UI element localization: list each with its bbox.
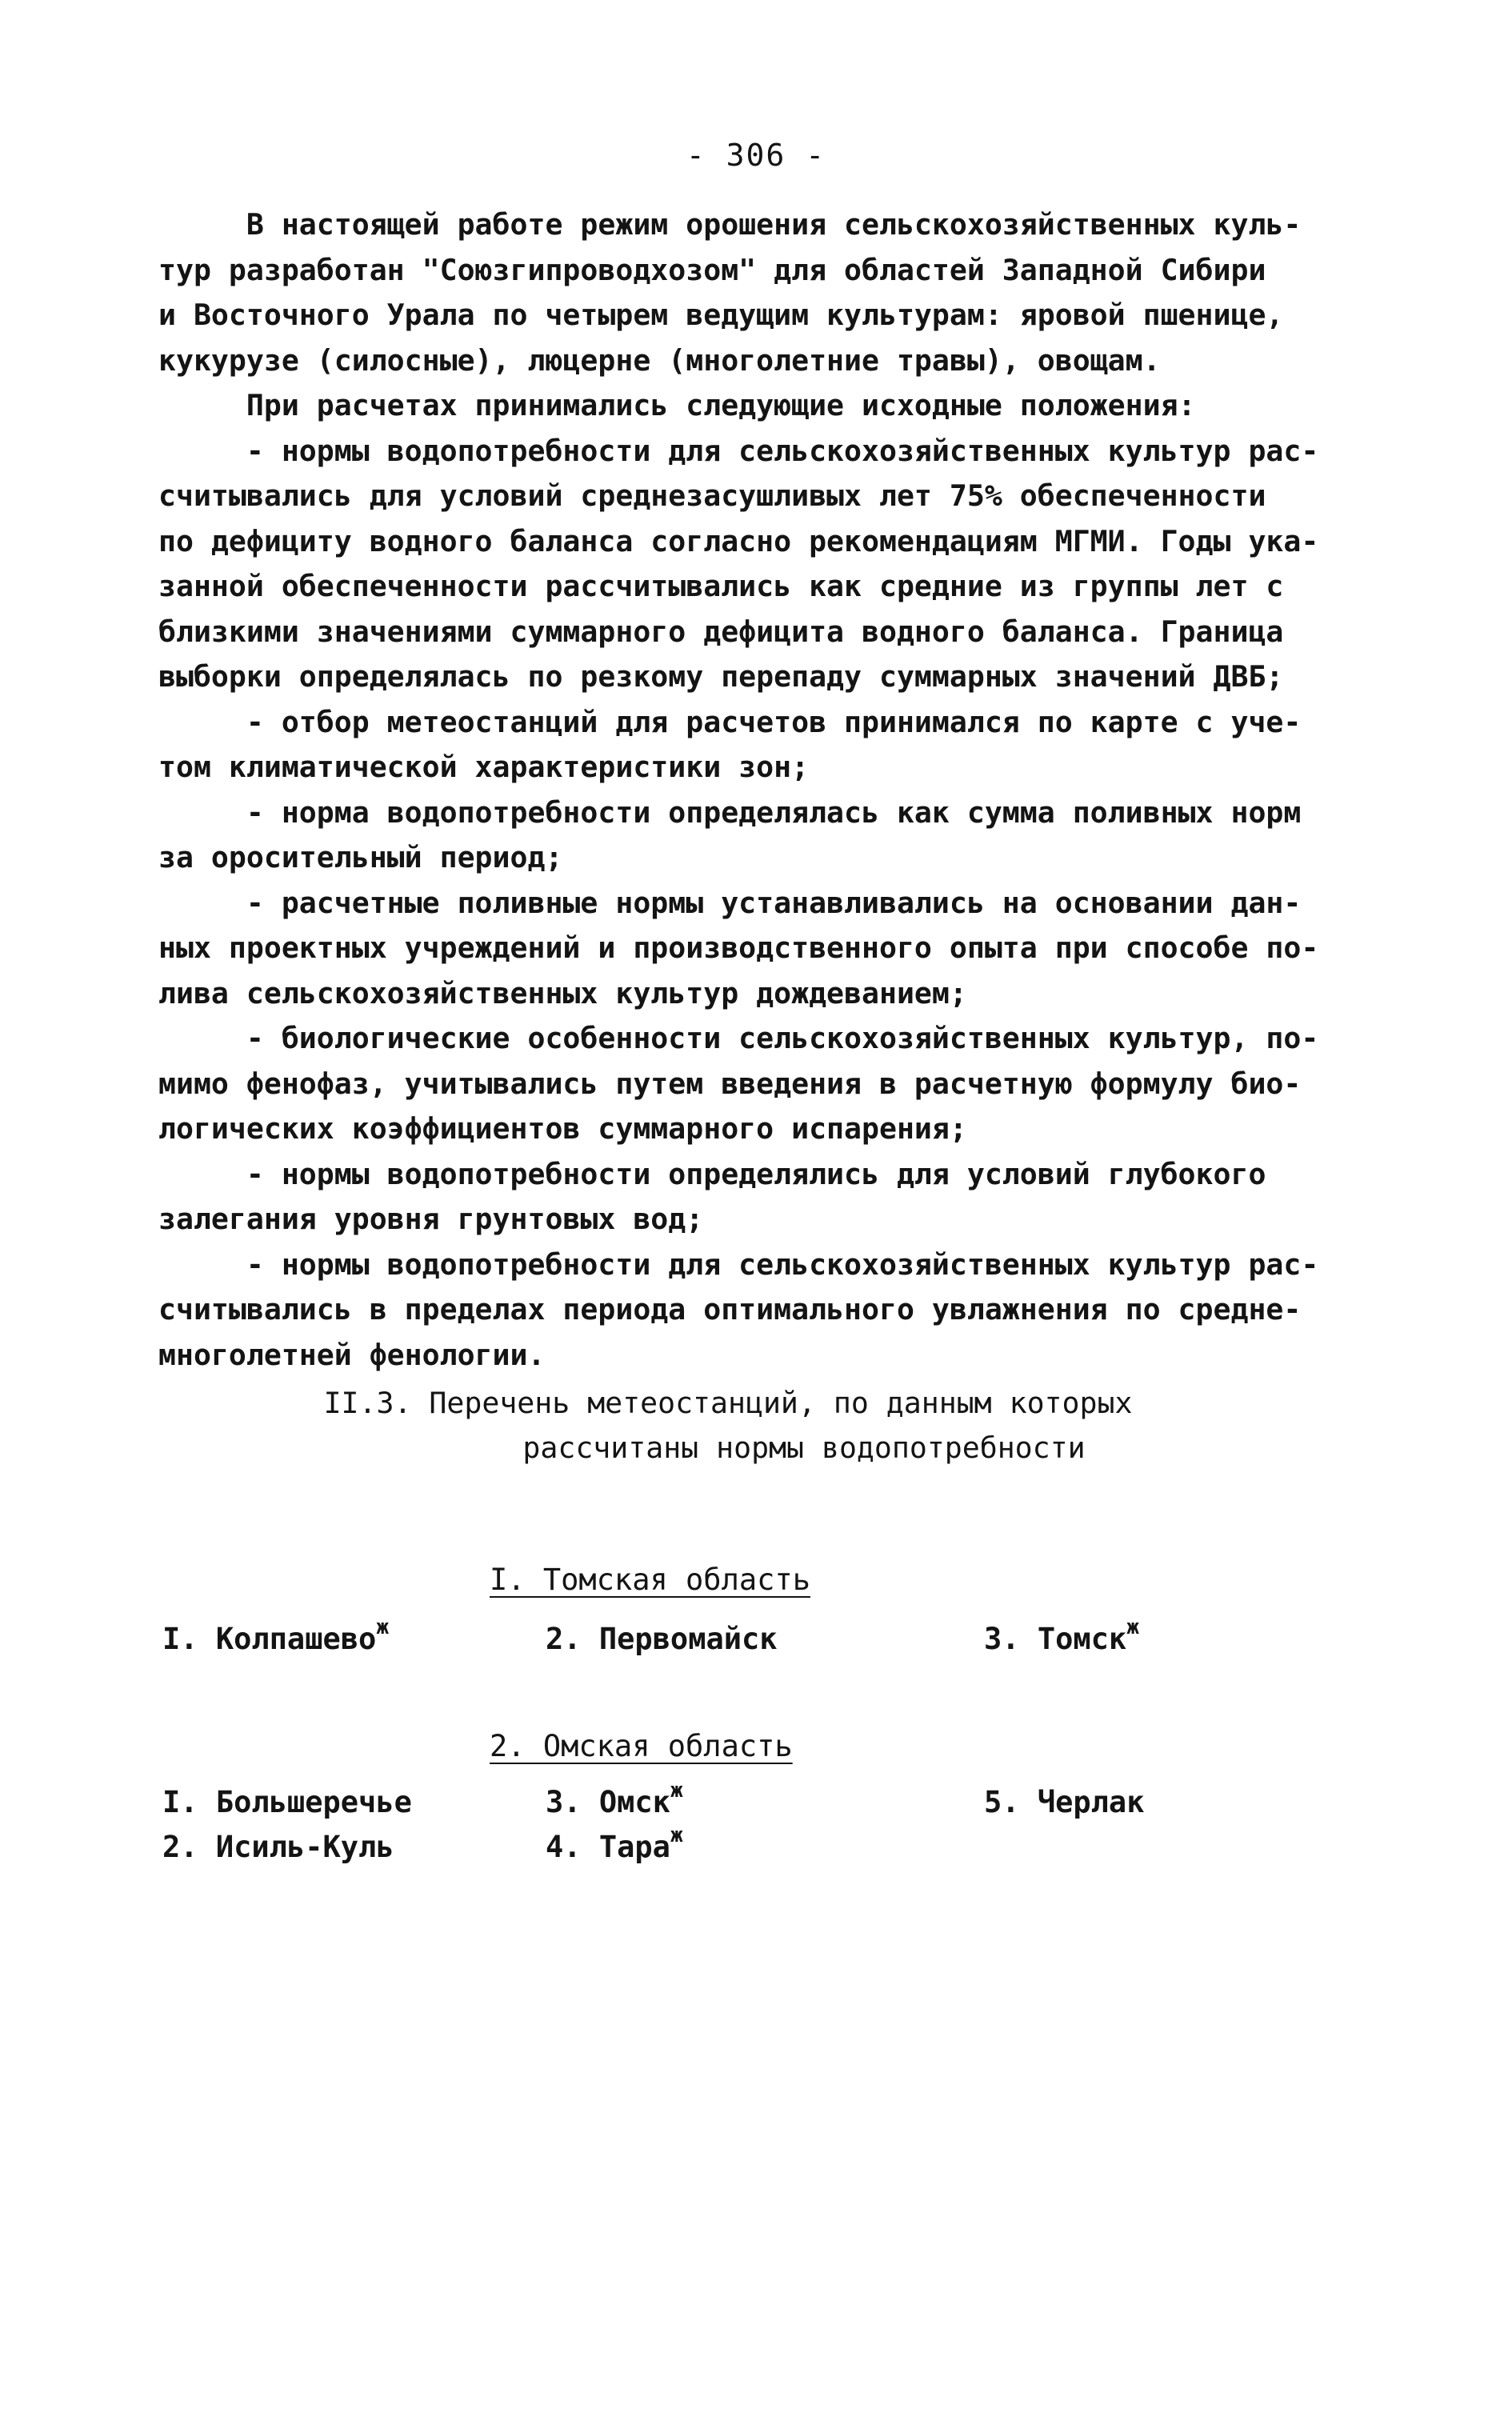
text-line: - отбор метеостанций для расчетов принимался по карте с уче-	[158, 704, 1302, 739]
text-line: тур разработан "Союзгипроводхозом" для областей Западной Сибири	[158, 252, 1266, 287]
station-item	[162, 1615, 389, 1658]
station-label: I. Большеречье	[162, 1785, 412, 1819]
asterisk-mark: ж	[1126, 1615, 1139, 1639]
section-title	[0, 1381, 1512, 1471]
station-label: 3. Омск	[546, 1785, 670, 1819]
station-label: I. Колпашево	[162, 1622, 377, 1656]
text-line: за оросительный период;	[158, 840, 563, 874]
station-label: 2. Исиль-Куль	[162, 1830, 394, 1864]
station-item	[546, 1778, 683, 1821]
text-line: ных проектных учреждений и производственного опыта при способе по-	[158, 930, 1319, 965]
section-title-line-2: рассчитаны нормы водопотребности	[522, 1431, 1086, 1465]
text-line: - нормы водопотребности для сельскохозяйственных культур рас-	[158, 1247, 1319, 1282]
station-label: 3. Томск	[984, 1622, 1127, 1656]
text-line: В настоящей работе режим орошения сельскохозяйственных куль-	[158, 207, 1302, 242]
region-heading-tomsk: I. Томская область	[490, 1563, 810, 1597]
text-line: кукурузе (силосные), люцерне (многолетние травы), овощам.	[158, 342, 1161, 378]
station-item	[984, 1615, 1139, 1658]
text-line: - биологические особенности сельскохозяйственных культур, по-	[158, 1021, 1319, 1055]
text-line: по дефициту водного баланса согласно рекомендациям МГМИ. Годы ука-	[158, 523, 1319, 558]
text-line: считывались в пределах периода оптимального увлажнения по средне-	[158, 1292, 1302, 1327]
station-item	[162, 1784, 412, 1821]
page-number: - 306 -	[686, 138, 826, 173]
asterisk-mark: ж	[670, 1778, 683, 1803]
station-item	[984, 1784, 1144, 1821]
station-item	[162, 1829, 394, 1866]
asterisk-mark: ж	[376, 1615, 389, 1639]
section-title-line-1: II.3. Перечень метеостанций, по данным которых	[323, 1386, 1133, 1420]
text-line: логических коэффициентов суммарного испарения;	[158, 1111, 967, 1146]
region-heading-omsk: 2. Омская область	[490, 1729, 793, 1763]
text-line: близкими значениями суммарного дефицита водного баланса. Граница	[158, 614, 1284, 649]
text-line: При расчетах принимались следующие исходные положения:	[158, 388, 1196, 422]
station-label: 5. Черлак	[984, 1785, 1145, 1819]
text-line: залегания уровня грунтовых вод;	[158, 1202, 704, 1236]
text-line: считывались для условий среднезасушливых лет 75% обеспеченности	[158, 478, 1266, 513]
text-line: многолетней фенологии.	[158, 1337, 546, 1372]
text-line: лива сельскохозяйственных культур дождеванием;	[158, 975, 967, 1010]
station-label: 4. Тара	[546, 1830, 670, 1864]
text-line: - расчетные поливные нормы устанавливались на основании дан-	[158, 885, 1302, 920]
asterisk-mark: ж	[670, 1823, 683, 1847]
text-line: - нормы водопотребности для сельскохозяйственных культур рас-	[158, 433, 1319, 468]
text-line: выборки определялась по резкому перепаду суммарных значений ДВБ;	[158, 659, 1284, 694]
text-line: и Восточного Урала по четырем ведущим культурам: яровой пшенице,	[158, 298, 1284, 332]
text-line: мимо фенофаз, учитывались путем введения в расчетную формулу био-	[158, 1066, 1302, 1101]
text-line: - норма водопотребности определялась как сумма поливных норм	[158, 794, 1302, 830]
station-label: 2. Первомайск	[546, 1622, 778, 1656]
station-item	[546, 1621, 778, 1658]
station-item	[546, 1823, 683, 1866]
body-text	[158, 202, 1358, 1378]
text-line: занной обеспеченности рассчитывались как средние из группы лет с	[158, 569, 1284, 603]
text-line: том климатической характеристики зон;	[158, 750, 810, 784]
text-line: - нормы водопотребности определялись для условий глубокого	[158, 1156, 1266, 1191]
